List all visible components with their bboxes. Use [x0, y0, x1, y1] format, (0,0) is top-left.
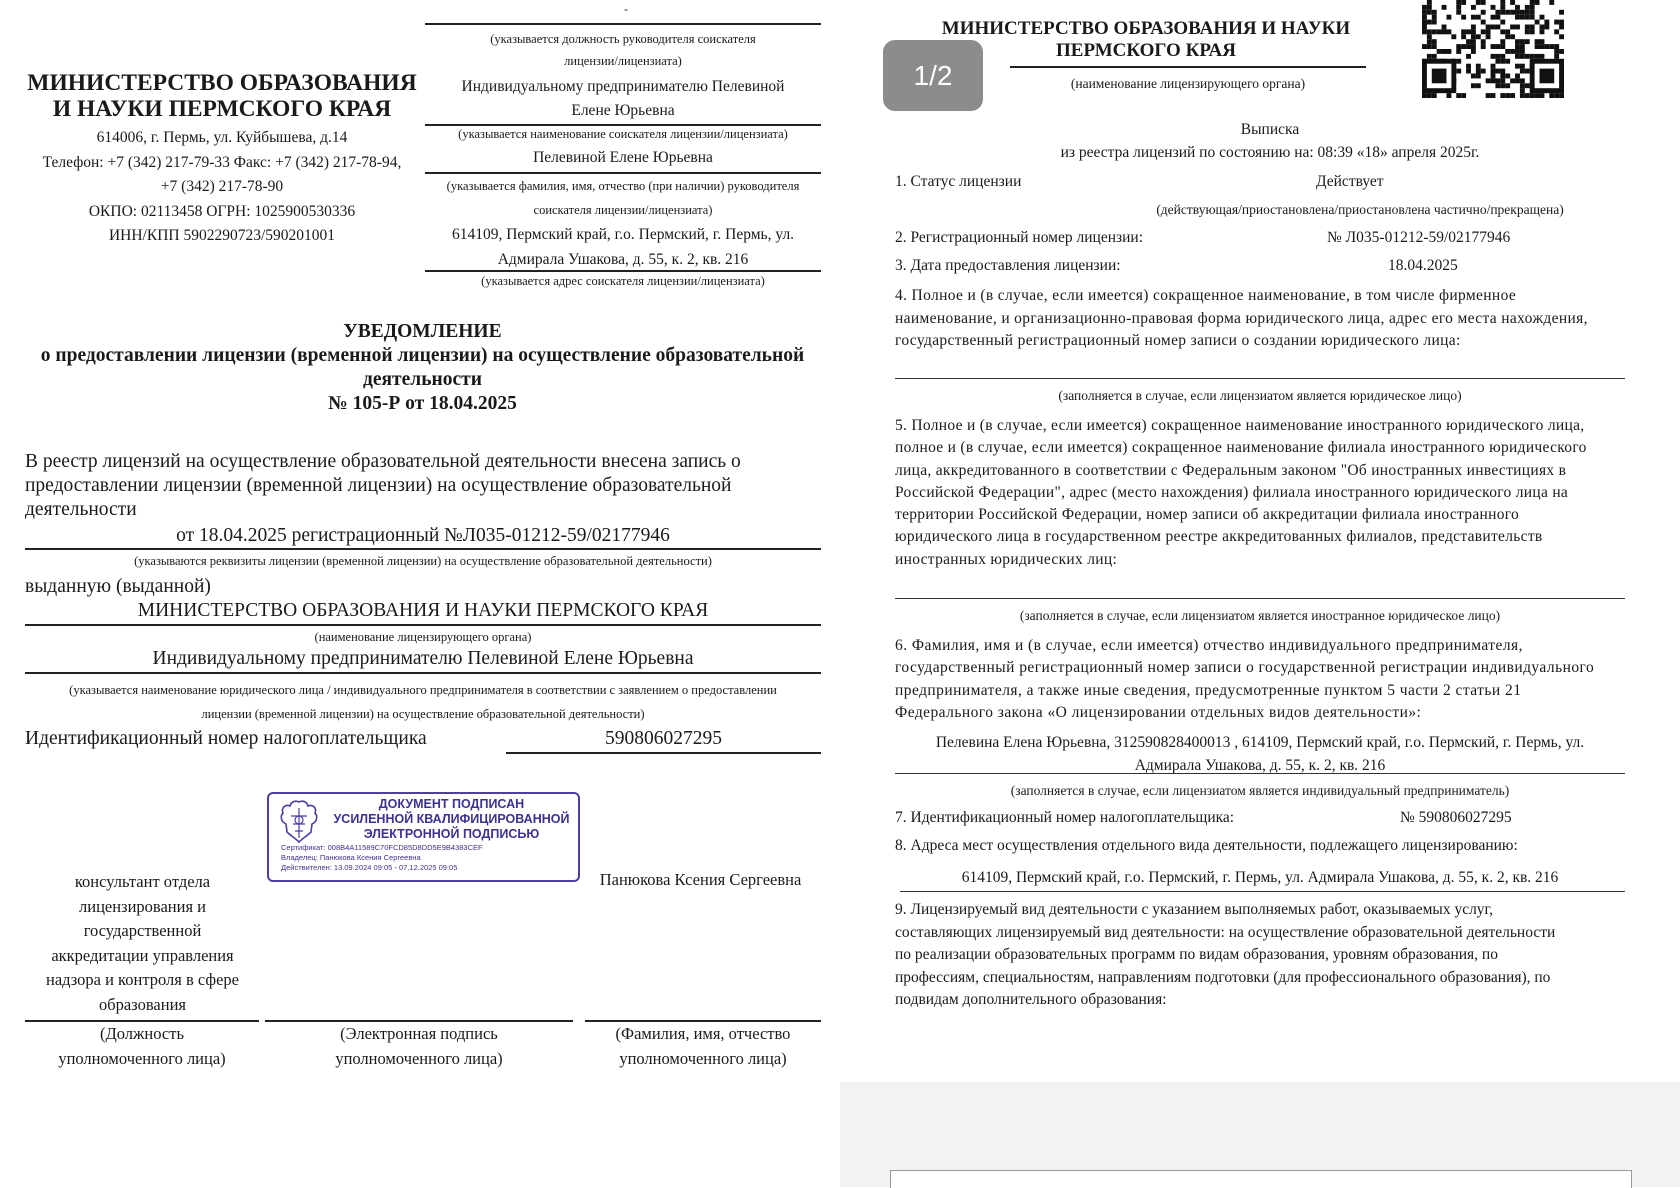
signer-name: Панюкова Ксения Сергеевна	[599, 870, 802, 889]
ministry-contacts: 614006, г. Пермь, ул. Куйбышева, д.14 Телефон: +7 (342) 217-79-33 Факс: +7 (342) 217-78-94, +7 (342) 217-78-90 ОКПО: 02113458 ОГРН: 1025900530336 ИНН/КПП 5902290723/590201001	[42, 129, 402, 244]
ministry-rule	[1010, 66, 1366, 68]
addressee-address-note: (указывается адрес соискателя лицензии/лицензиата)	[481, 274, 765, 288]
extract-page	[840, 0, 1680, 1187]
issue-date-label: 3. Дата предоставления лицензии:	[895, 257, 1121, 274]
extract-ministry-name: МИНИСТЕРСТВО ОБРАЗОВАНИЯ И НАУКИ ПЕРМСКОГО КРАЯ	[941, 18, 1351, 61]
extract-subtitle: из реестра лицензий по состоянию на: 08:39 «18» апреля 2025г.	[1060, 144, 1480, 161]
next-page-edge	[890, 1170, 1632, 1188]
activity-address-value: 614109, Пермский край, г.о. Пермский, г. Пермь, ул. Адмирала Ушакова, д. 55, к. 2, кв. 216	[961, 869, 1559, 886]
legal-entity-note: (заполняется в случае, если лицензиатом является юридическое лицо)	[1058, 388, 1462, 403]
inn-label: Идентификационный номер налогоплательщика	[25, 728, 427, 749]
inn-rule	[506, 752, 821, 754]
qr-code-icon	[1422, 0, 1564, 98]
legal-entity-rule	[895, 378, 1625, 379]
activity-address-label: 8. Адреса мест осуществления отдельного вида деятельности, подлежащего лицензированию:	[895, 837, 1518, 854]
legal-entity-item: 4. Полное и (в случае, если имеется) сокращенное наименование, в том числе фирменное наименование, и организационно-правовая форма юридического лица, адрес его места нахождения, государственный регистрационный номер записи о создании юридического лица:	[895, 287, 1588, 349]
registration-number: от 18.04.2025 регистрационный №Л035-01212-59/02177946	[176, 525, 670, 546]
inn-label-right: 7. Идентификационный номер налогоплательщика:	[895, 809, 1235, 826]
entrepreneur-details: Пелевина Елена Юрьевна, 312590828400013 , 614109, Пермский край, г.о. Пермский, г. Пермь, ул. Адмирала Ушакова, д. 55, к. 2, кв. 216	[935, 734, 1585, 774]
addressee-fio: Пелевиной Елене Юрьевна	[533, 149, 713, 166]
entrepreneur-item: 6. Фамилия, имя и (в случае, если имеется) отчество индивидуального предпринимателя, государственный регистрационный номер записи о государственной регистрации индивидуального предпринимателя, а также иные сведения, предусмотренные пунктом 5 части 2 статьи 21 Федерального закона «О лицензировании отдельных видов деятельности»:	[895, 637, 1595, 721]
position-caption: (Должность уполномоченного лица)	[58, 1024, 226, 1068]
addressee-rule	[425, 124, 821, 126]
registration-note: (указываются реквизиты лицензии (временной лицензии) на осуществление образовательной деятельности)	[134, 554, 712, 568]
inn-value-right: № 590806027295	[1400, 809, 1512, 826]
issuer-name: МИНИСТЕРСТВО ОБРАЗОВАНИЯ И НАУКИ ПЕРМСКОГО КРАЯ	[137, 600, 709, 621]
activity-address-rule	[900, 891, 1625, 892]
inn-value: 590806027295	[605, 728, 722, 749]
addressee-fio-note: (указывается фамилия, имя, отчество (при наличии) руководителя соискателя лицензии/лицензиата)	[446, 179, 800, 217]
foreign-entity-item: 5. Полное и (в случае, если имеется) сокращенное наименование иностранного юридического лица, полное и (в случае, если имеется) сокращенное наименование филиала иностранного юридического лица, аккредитованного в соответствии с Федеральным законом "Об иностранных инвестициях в Российской Федерации", адрес (место нахождения) филиала иностранного юридического лица на территории Российской Федерации, номер записи об аккредитации филиала иностранного юридического лица в государственном реестре аккредитованных филиалов, представительств иностранных юридических лиц:	[895, 417, 1587, 568]
registration-rule	[25, 548, 821, 550]
addressee-rule	[425, 270, 821, 272]
extract-title: Выписка	[1240, 121, 1300, 138]
licensee-rule	[25, 672, 821, 674]
signature-stamp	[267, 792, 580, 882]
issue-date-value: 18.04.2025	[1388, 257, 1458, 274]
coat-of-arms-icon	[277, 798, 321, 844]
licensee-note: (указывается наименование юридического лица / индивидуального предпринимателя в соответствии с заявлением о предоставлении лицензии (временной лицензии) на осуществление образовательной деятельности)	[69, 683, 777, 721]
issuer-note: (наименование лицензирующего органа)	[314, 630, 532, 644]
addressee-position-note: (указывается должность руководителя соискателя лицензии/лицензиата)	[490, 32, 756, 68]
addressee-name: Индивидуальному предпринимателю Пелевиной Елене Юрьевна	[461, 78, 785, 119]
stamp-owner: Владелец: Панюкова Ксения Сергеевна	[281, 853, 421, 862]
stamp-title: ДОКУМЕНТ ПОДПИСАН УСИЛЕННОЙ КВАЛИФИЦИРОВАННОЙ ЭЛЕКТРОННОЙ ПОДПИСЬЮ	[333, 797, 570, 841]
entrepreneur-note: (заполняется в случае, если лицензиатом является индивидуальный предприниматель)	[1010, 783, 1510, 798]
header-dash: -	[624, 2, 628, 16]
licensed-activity-item: 9. Лицензируемый вид деятельности с указанием выполняемых работ, оказываемых услуг, составляющих лицензируемый вид деятельности: на осуществление образовательной деятельности по реализации образовательных программ по видам образования, уровням образования, по профессиям, специальностям, направлениям подготовки (для профессионального образования), по подвидам дополнительного образования:	[895, 901, 1556, 1008]
notice-body: В реестр лицензий на осуществление образовательной деятельности внесена запись о предоставлении лицензии (временной лицензии) на осуществление образовательной деятельности	[25, 451, 741, 520]
ministry-name: МИНИСТЕРСТВО ОБРАЗОВАНИЯ И НАУКИ ПЕРМСКОГО КРАЯ	[27, 70, 417, 122]
stamp-validity: Действителен: 13.09.2024 09:05 - 07.12.2025 09:05	[281, 863, 458, 872]
notice-page	[0, 0, 840, 1187]
issuer-rule	[25, 624, 821, 626]
notice-title: УВЕДОМЛЕНИЕ о предоставлении лицензии (временной лицензии) на осуществление образовательной деятельности № 105-Р от 18.04.2025	[40, 321, 805, 414]
entrepreneur-rule	[895, 773, 1625, 774]
foreign-entity-note: (заполняется в случае, если лицензиатом является иностранное юридическое лицо)	[1019, 608, 1501, 623]
status-value: Действует	[1316, 173, 1384, 190]
extract-ministry-note: (наименование лицензирующего органа)	[1070, 76, 1306, 91]
signature-caption: (Электронная подпись уполномоченного лица)	[335, 1024, 503, 1068]
addressee-rule	[425, 23, 821, 25]
name-caption: (Фамилия, имя, отчество уполномоченного лица)	[615, 1024, 791, 1068]
addressee-address: 614109, Пермский край, г.о. Пермский, г. Пермь, ул. Адмирала Ушакова, д. 55, к. 2, кв. 216	[451, 226, 795, 268]
licensee-name: Индивидуальному предпринимателю Пелевиной Елене Юрьевна	[152, 648, 694, 669]
status-note: (действующая/приостановлена/приостановлена частично/прекращена)	[1156, 202, 1564, 217]
addressee-name-note: (указывается наименование соискателя лицензии/лицензиата)	[458, 127, 788, 141]
reg-number-value: № Л035-01212-59/02177946	[1327, 229, 1511, 246]
issued-label: выданную (выданной)	[25, 576, 211, 597]
signer-position: консультант отдела лицензирования и государственной аккредитации управления надзора и контроля в сфере образования	[45, 872, 239, 1014]
stamp-certificate: Сертификат: 008B4A11589C70FCD85D8DD5E9B4383CEF	[281, 843, 483, 852]
page-indicator[interactable]: 1/2	[883, 40, 983, 111]
foreign-entity-rule	[895, 598, 1625, 599]
reg-number-label: 2. Регистрационный номер лицензии:	[895, 229, 1144, 246]
status-label: 1. Статус лицензии	[895, 173, 1022, 190]
